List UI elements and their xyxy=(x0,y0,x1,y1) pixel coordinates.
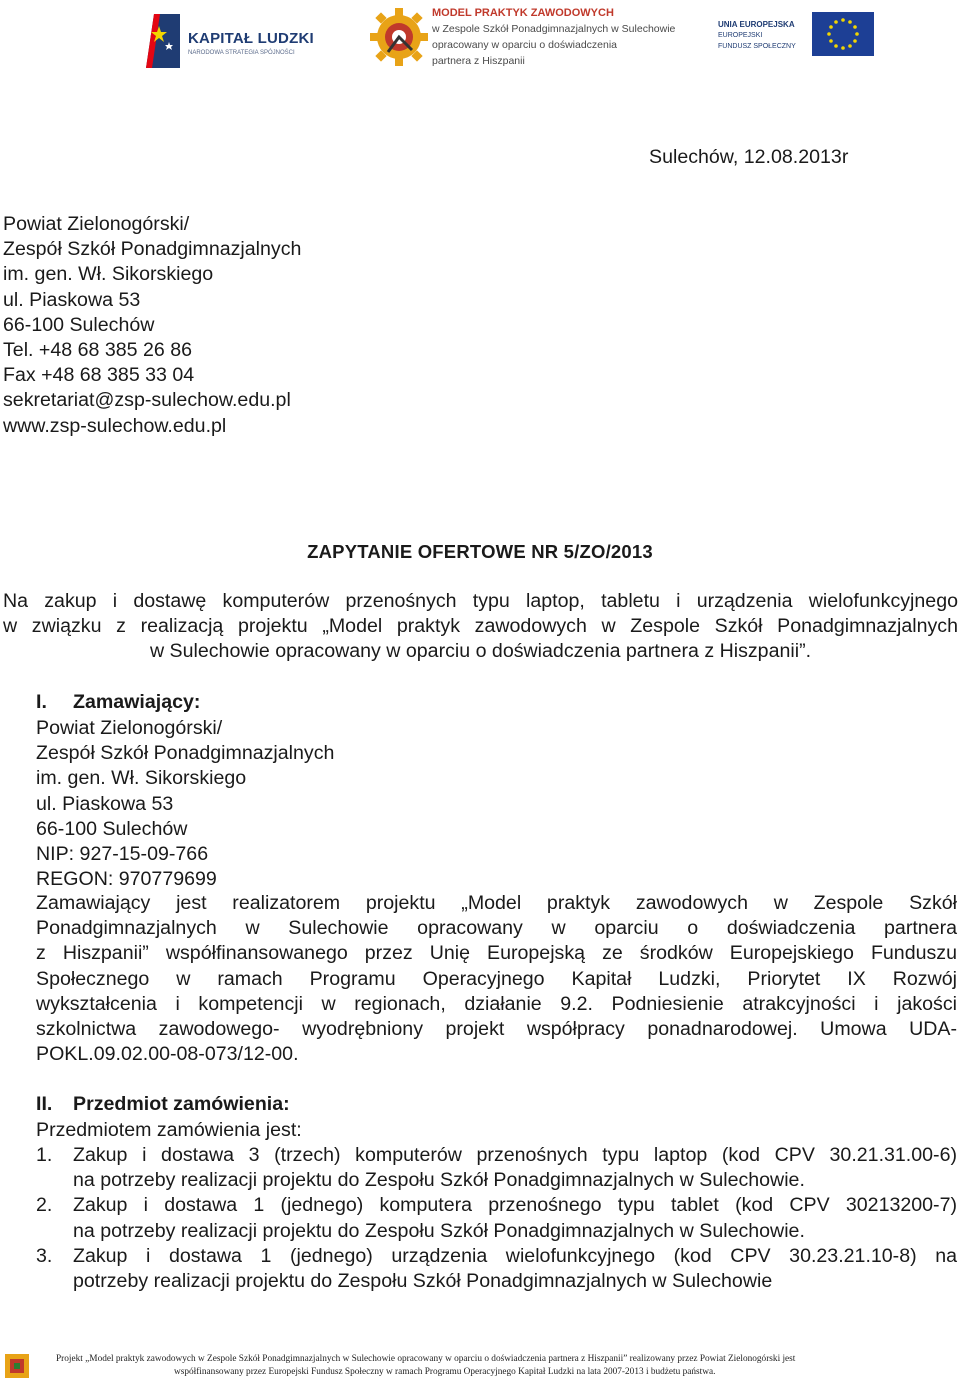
sender-line: 66-100 Sulechów xyxy=(3,313,155,336)
description-line: z Hiszpanii” współfinansowanego przez Unię Europejską ze środków Europejskiego Funduszu xyxy=(36,942,957,965)
sender-line: Powiat Zielonogórski/ xyxy=(3,213,190,235)
item-number: 1. xyxy=(36,1144,53,1166)
sender-line: ul. Piaskowa 53 xyxy=(3,288,141,311)
section-number: I. xyxy=(36,691,47,713)
section-heading-order-subject xyxy=(36,1093,290,1116)
page-footer xyxy=(56,1353,956,1379)
section-title: Przedmiot zamówienia: xyxy=(73,1093,290,1115)
order-items-list xyxy=(36,1143,957,1294)
ordering-party-description xyxy=(36,891,957,1067)
description-line: szkolnictwa zawodowego- wyodrębniony projekt współpracy ponadnarodowej. Umowa UDA- xyxy=(36,1017,957,1040)
item-line: potrzeby realizacji projektu do Zespołu Szkół Ponadgimnazjalnych w Sulechowie xyxy=(73,1269,773,1292)
item-line: na potrzeby realizacji projektu do Zespołu Szkół Ponadgimnazjalnych w Sulechowie. xyxy=(73,1219,805,1242)
sender-phone: Tel. +48 68 385 26 86 xyxy=(3,338,193,361)
sender-fax: Fax +48 68 385 33 04 xyxy=(3,364,195,387)
eu-logo xyxy=(718,12,876,62)
model-praktyk-line3: opracowany w oparciu o doświadczenia xyxy=(432,39,618,51)
buyer-line: Powiat Zielonogórski/ xyxy=(36,717,223,739)
sender-line: im. gen. Wł. Sikorskiego xyxy=(3,263,214,286)
gear-emblem-icon xyxy=(368,4,430,70)
item-line: Zakup i dostawa 1 (jednego) komputera przenośnego typu tablet (kod CPV 30213200-7) xyxy=(73,1194,957,1217)
document-title: ZAPYTANIE OFERTOWE NR 5/ZO/2013 xyxy=(307,541,653,562)
order-item xyxy=(36,1244,957,1294)
item-line: Zakup i dostawa 1 (jednego) urządzenia wielofunkcyjnego (kod CPV 30.23.21.10-8) na xyxy=(73,1244,957,1267)
sender-address xyxy=(3,212,301,439)
intro-line: w Sulechowie opracowany w oparciu o doświadczenia partnera z Hiszpanii”. xyxy=(149,640,812,663)
footer-crest-icon xyxy=(2,1351,32,1381)
eu-logo-line1: UNIA EUROPEJSKA xyxy=(718,20,795,29)
sender-line: Zespół Szkół Ponadgimnazjalnych xyxy=(3,238,302,261)
buyer-regon: REGON: 970779699 xyxy=(36,868,217,891)
intro-line: Na zakup i dostawę komputerów przenośnych typu laptop, tabletu i urządzenia wielofunkcyjnego xyxy=(3,590,958,612)
description-line: wykształcenia i kompetencji w regionach, działanie 9.2. Podniesienie atrakcyjności i jakości xyxy=(36,992,957,1015)
item-line: Zakup i dostawa 3 (trzech) komputerów przenośnych typu laptop (kod CPV 30.21.31.00-6) xyxy=(73,1144,957,1166)
eu-logo-line3: FUNDUSZ SPOŁECZNY xyxy=(718,43,796,50)
eu-logo-line2: EUROPEJSKI xyxy=(718,32,763,39)
buyer-line: ul. Piaskowa 53 xyxy=(36,792,174,815)
intro-line: w związku z realizacją projektu „Model praktyk zawodowych w Zespole Szkół Ponadgimnazjalnych xyxy=(3,615,958,638)
buyer-line: 66-100 Sulechów xyxy=(36,817,188,840)
description-line: POKL.09.02.00-08-073/12-00. xyxy=(36,1043,299,1066)
kapital-ludzki-subtitle: NARODOWA STRATEGIA SPÓJNOŚCI xyxy=(188,50,295,56)
item-line: na potrzeby realizacji projektu do Zespołu Szkół Ponadgimnazjalnych w Sulechowie. xyxy=(73,1169,805,1192)
item-number: 2. xyxy=(36,1194,53,1217)
order-subject-intro: Przedmiotem zamówienia jest: xyxy=(36,1119,302,1141)
description-line: Zamawiający jest realizatorem projektu „Model praktyk zawodowych w Zespole Szkół xyxy=(36,892,957,914)
model-praktyk-title: MODEL PRAKTYK ZAWODOWYCH xyxy=(432,7,614,19)
intro-paragraph xyxy=(3,589,958,665)
item-number: 3. xyxy=(36,1244,53,1267)
ordering-party-details xyxy=(36,716,334,892)
section-number: II. xyxy=(36,1093,53,1115)
footer-line2: współfinansowany przez Europejski Fundusz Społeczny w ramach Programu Operacyjnego Kapitał Ludzki na lata 2007-2013 i budżetu państwa. xyxy=(174,1367,716,1377)
buyer-line: Zespół Szkół Ponadgimnazjalnych xyxy=(36,742,335,765)
description-line: Społecznego w ramach Programu Operacyjnego Kapitał Ludzki, Priorytet IX Rozwój xyxy=(36,967,957,990)
order-item xyxy=(36,1143,957,1193)
model-praktyk-line2: w Zespole Szkół Ponadgimnazjalnych w Sulechowie xyxy=(432,23,676,35)
kapital-ludzki-logo xyxy=(136,8,316,74)
document-date: Sulechów, 12.08.2013r xyxy=(649,146,849,168)
sender-website: www.zsp-sulechow.edu.pl xyxy=(3,414,227,437)
model-praktyk-logo xyxy=(368,2,676,72)
sender-email: sekretariat@zsp-sulechow.edu.pl xyxy=(3,389,291,412)
section-heading-ordering-party xyxy=(36,691,200,714)
eu-flag-icon xyxy=(812,12,874,56)
description-line: Ponadgimnazjalnych w Sulechowie opracowany w oparciu o doświadczenia partnera xyxy=(36,917,957,940)
section-title: Zamawiający: xyxy=(73,691,201,713)
model-praktyk-line4: partnera z Hiszpanii xyxy=(432,55,525,67)
kapital-ludzki-title: KAPITAŁ LUDZKI xyxy=(188,30,314,47)
order-item xyxy=(36,1193,957,1243)
kapital-ludzki-emblem-icon xyxy=(136,12,186,72)
footer-line1: Projekt „Model praktyk zawodowych w Zespole Szkół Ponadgimnazjalnych w Sulechowie opracowany w oparciu o doświadczenia partnera z Hiszpanii” realizowany przez Powiat Zielonogórski jest xyxy=(56,1354,796,1364)
buyer-nip: NIP: 927-15-09-766 xyxy=(36,842,209,865)
buyer-line: im. gen. Wł. Sikorskiego xyxy=(36,767,247,790)
